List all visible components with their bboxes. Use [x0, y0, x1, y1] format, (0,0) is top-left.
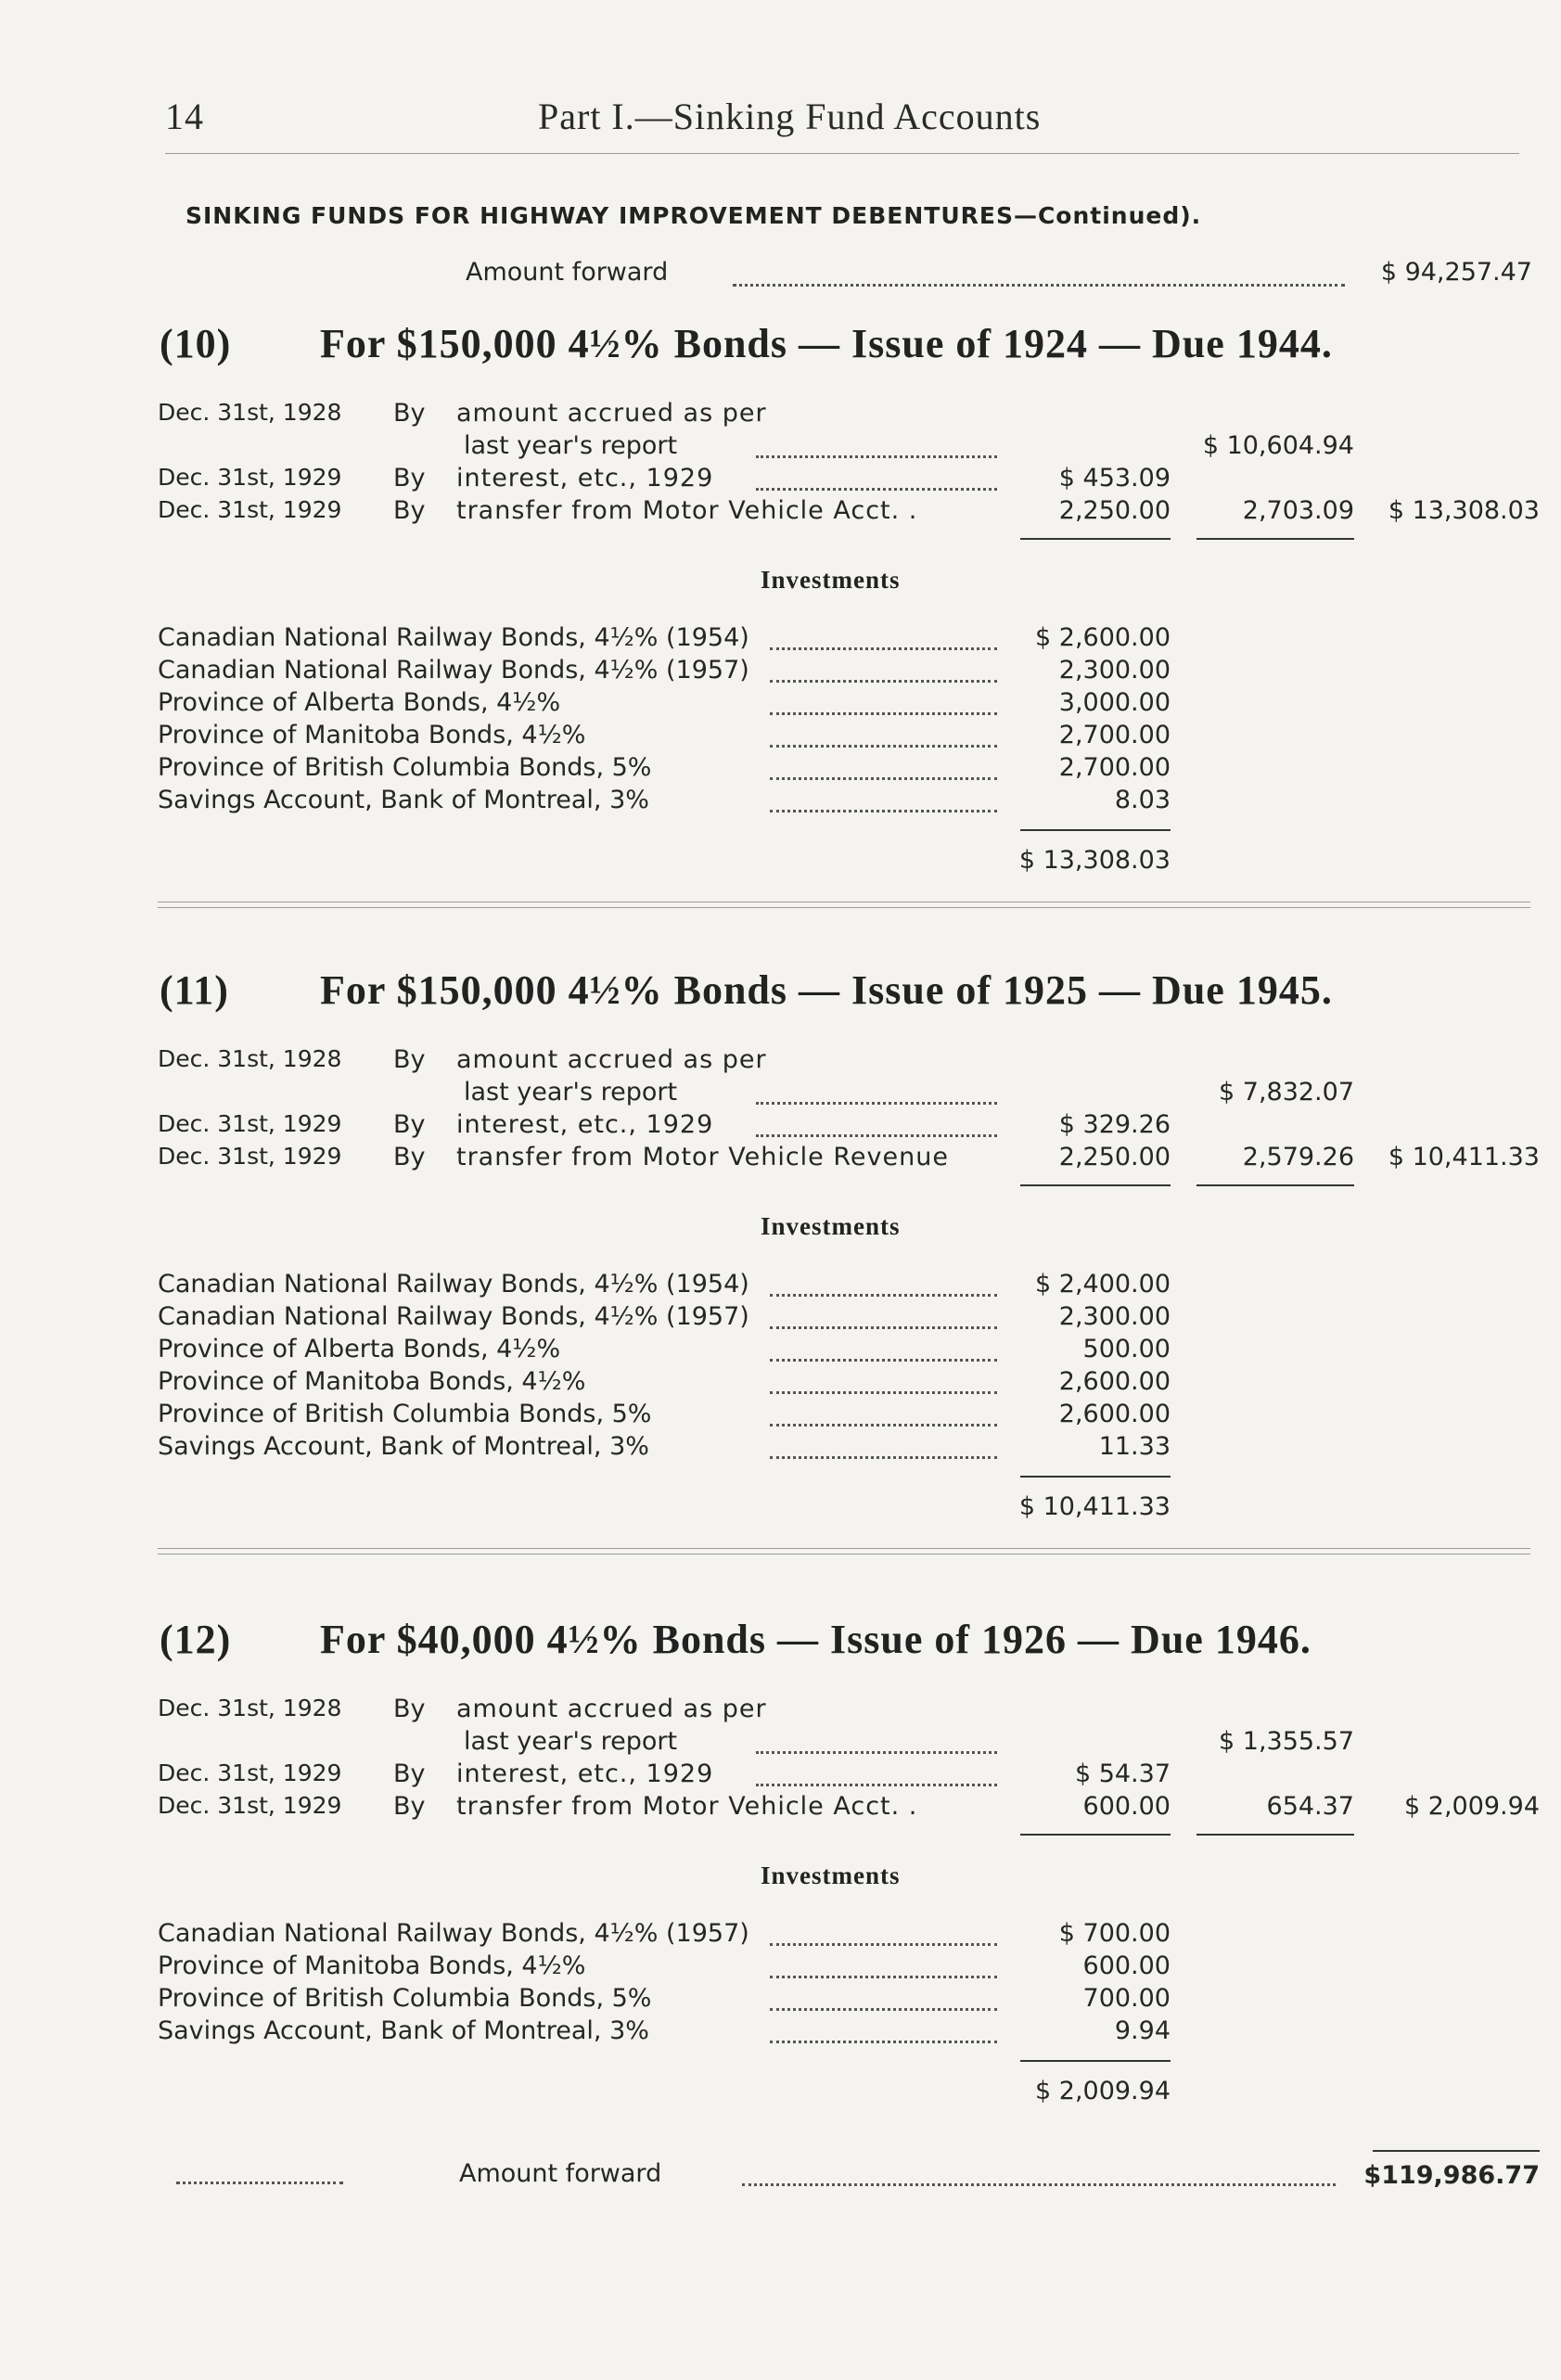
leader-dots	[770, 712, 997, 715]
entry-description: interest, etc., 1929	[456, 1759, 714, 1788]
investment-description: Province of Alberta Bonds, 4½%	[158, 1335, 561, 1363]
entry-description: transfer from Motor Vehicle Revenue	[456, 1143, 949, 1171]
entry-by: By	[393, 496, 426, 525]
investment-amount: 600.00	[1082, 1951, 1171, 1980]
entry-by: By	[393, 399, 426, 428]
investments-heading: Investments	[761, 566, 901, 594]
investment-description: Canadian National Railway Bonds, 4½% (1957)	[158, 1919, 749, 1948]
investment-total-rule	[1020, 829, 1171, 831]
entry-amount-col2: 2,703.09	[1242, 496, 1354, 525]
section-separator	[158, 907, 1530, 908]
section-heading: For $150,000 4½% Bonds — Issue of 1924 — Due 1944.	[320, 321, 1333, 366]
amount-forward-top-value: $ 94,257.47	[1380, 258, 1532, 287]
investments-heading: Investments	[761, 1212, 901, 1240]
leader-dots	[770, 647, 997, 650]
amount-forward-bottom-value: $119,986.77	[1363, 2161, 1540, 2190]
entry-description-cont: last year's report	[464, 1078, 678, 1107]
investment-amount: $ 2,600.00	[1035, 623, 1171, 652]
investment-description: Province of British Columbia Bonds, 5%	[158, 753, 652, 782]
leader-dots	[770, 777, 997, 780]
entry-by: By	[393, 1110, 426, 1139]
investment-amount: 2,300.00	[1058, 1302, 1171, 1331]
entry-amount-col2: $ 10,604.94	[1202, 431, 1354, 460]
leader-dots	[770, 1456, 997, 1459]
entry-description: transfer from Motor Vehicle Acct. .	[456, 1792, 918, 1821]
entry-by: By	[393, 1759, 426, 1788]
amount-forward-top-label: Amount forward	[466, 258, 669, 287]
entry-by: By	[393, 1792, 426, 1821]
entry-description-cont: last year's report	[464, 431, 678, 460]
header-rule	[165, 153, 1519, 154]
entry-amount-col1: 2,250.00	[1058, 496, 1171, 525]
investment-description: Province of British Columbia Bonds, 5%	[158, 1400, 652, 1428]
subtotal-rule	[1020, 538, 1171, 540]
investment-description: Canadian National Railway Bonds, 4½% (1954)	[158, 1270, 749, 1299]
section-separator	[158, 1554, 1530, 1555]
page-title: SINKING FUNDS FOR HIGHWAY IMPROVEMENT DEBENTURES—Continued).	[186, 202, 1202, 229]
entry-amount-col3: $ 10,411.33	[1388, 1143, 1540, 1171]
investment-amount: 2,600.00	[1058, 1400, 1171, 1428]
leader-dots	[770, 2008, 997, 2011]
section-number: (11)	[160, 967, 229, 1013]
investment-description: Canadian National Railway Bonds, 4½% (1957)	[158, 656, 749, 685]
investment-description: Province of British Columbia Bonds, 5%	[158, 1984, 652, 2013]
entry-date: Dec. 31st, 1928	[158, 399, 342, 426]
investment-amount: 9.94	[1114, 2016, 1171, 2045]
investment-amount: $ 700.00	[1058, 1919, 1171, 1948]
entry-description-cont: last year's report	[464, 1727, 678, 1756]
entry-date: Dec. 31st, 1929	[158, 1143, 342, 1170]
investment-amount: 700.00	[1082, 1984, 1171, 2013]
investment-description: Province of Manitoba Bonds, 4½%	[158, 1367, 586, 1396]
entry-description: amount accrued as per	[456, 1045, 767, 1074]
leader-dots	[770, 1294, 997, 1297]
investment-description: Canadian National Railway Bonds, 4½% (1954)	[158, 623, 749, 652]
entry-description: amount accrued as per	[456, 1695, 767, 1723]
entry-date: Dec. 31st, 1929	[158, 1759, 342, 1786]
leader-dots	[770, 2041, 997, 2043]
entry-date: Dec. 31st, 1929	[158, 1792, 342, 1819]
entry-date: Dec. 31st, 1929	[158, 464, 342, 491]
investment-description: Province of Manitoba Bonds, 4½%	[158, 1951, 586, 1980]
leader-dots	[770, 680, 997, 683]
entry-amount-col1: 2,250.00	[1058, 1143, 1171, 1171]
leader-dots	[770, 745, 997, 748]
amount-forward-bottom-label: Amount forward	[459, 2159, 662, 2188]
entry-amount-col1: $ 54.37	[1074, 1759, 1171, 1788]
investment-amount: $ 2,400.00	[1035, 1270, 1171, 1299]
entry-by: By	[393, 464, 426, 493]
leader-dots	[733, 284, 1345, 287]
entry-amount-col3: $ 2,009.94	[1404, 1792, 1540, 1821]
leader-dots	[176, 2182, 343, 2184]
investment-description: Savings Account, Bank of Montreal, 3%	[158, 1432, 649, 1461]
investment-total-rule	[1020, 1476, 1171, 1478]
investment-total: $ 13,308.03	[1018, 846, 1171, 875]
entry-description: interest, etc., 1929	[456, 464, 714, 493]
investment-amount: 11.33	[1098, 1432, 1171, 1461]
page-number: 14	[165, 96, 204, 137]
leader-dots	[770, 1976, 997, 1978]
subtotal-rule	[1020, 1834, 1171, 1836]
leader-dots	[756, 1102, 997, 1105]
total-rule	[1373, 2150, 1540, 2152]
entry-by: By	[393, 1143, 426, 1171]
running-title: Part I.—Sinking Fund Accounts	[538, 96, 1042, 137]
leader-dots	[770, 1391, 997, 1394]
section-number: (10)	[160, 321, 232, 366]
leader-dots	[756, 488, 997, 491]
entry-date: Dec. 31st, 1929	[158, 1110, 342, 1137]
leader-dots	[756, 1134, 997, 1137]
entry-description: amount accrued as per	[456, 399, 767, 428]
leader-dots	[770, 1424, 997, 1427]
entry-description: transfer from Motor Vehicle Acct. .	[456, 496, 918, 525]
investment-amount: 8.03	[1114, 786, 1171, 814]
entry-amount-col3: $ 13,308.03	[1388, 496, 1540, 525]
investment-amount: 3,000.00	[1058, 688, 1171, 717]
entry-date: Dec. 31st, 1929	[158, 496, 342, 523]
section-heading: For $40,000 4½% Bonds — Issue of 1926 — Due 1946.	[320, 1617, 1311, 1662]
entry-by: By	[393, 1045, 426, 1074]
investment-description: Province of Manitoba Bonds, 4½%	[158, 721, 586, 749]
leader-dots	[770, 1359, 997, 1362]
section-heading: For $150,000 4½% Bonds — Issue of 1925 — Due 1945.	[320, 967, 1333, 1013]
investment-total-rule	[1020, 2060, 1171, 2062]
leader-dots	[756, 455, 997, 458]
investment-amount: 2,700.00	[1058, 753, 1171, 782]
entry-date: Dec. 31st, 1928	[158, 1695, 342, 1721]
subtotal-rule	[1196, 538, 1354, 540]
leader-dots	[770, 1943, 997, 1946]
investment-amount: 500.00	[1082, 1335, 1171, 1363]
entry-amount-col2: $ 7,832.07	[1219, 1078, 1354, 1107]
investment-total: $ 10,411.33	[1018, 1492, 1171, 1521]
entry-by: By	[393, 1695, 426, 1723]
investment-amount: 2,600.00	[1058, 1367, 1171, 1396]
investment-amount: 2,700.00	[1058, 721, 1171, 749]
subtotal-rule	[1196, 1834, 1354, 1836]
investment-description: Province of Alberta Bonds, 4½%	[158, 688, 561, 717]
investment-description: Savings Account, Bank of Montreal, 3%	[158, 786, 649, 814]
entry-amount-col2: $ 1,355.57	[1219, 1727, 1354, 1756]
investment-amount: 2,300.00	[1058, 656, 1171, 685]
entry-amount-col1: 600.00	[1082, 1792, 1171, 1821]
leader-dots	[756, 1784, 997, 1786]
section-number: (12)	[160, 1617, 232, 1662]
leader-dots	[756, 1751, 997, 1754]
investment-description: Savings Account, Bank of Montreal, 3%	[158, 2016, 649, 2045]
entry-date: Dec. 31st, 1928	[158, 1045, 342, 1072]
investment-total: $ 2,009.94	[1035, 2077, 1171, 2105]
subtotal-rule	[1196, 1184, 1354, 1186]
investments-heading: Investments	[761, 1862, 901, 1889]
entry-amount-col2: 2,579.26	[1242, 1143, 1354, 1171]
leader-dots	[742, 2183, 1336, 2186]
leader-dots	[770, 1326, 997, 1329]
entry-amount-col1: $ 329.26	[1058, 1110, 1171, 1139]
entry-amount-col2: 654.37	[1266, 1792, 1354, 1821]
entry-amount-col1: $ 453.09	[1058, 464, 1171, 493]
investment-description: Canadian National Railway Bonds, 4½% (1957)	[158, 1302, 749, 1331]
entry-description: interest, etc., 1929	[456, 1110, 714, 1139]
leader-dots	[770, 810, 997, 813]
subtotal-rule	[1020, 1184, 1171, 1186]
section-separator	[158, 1548, 1530, 1549]
